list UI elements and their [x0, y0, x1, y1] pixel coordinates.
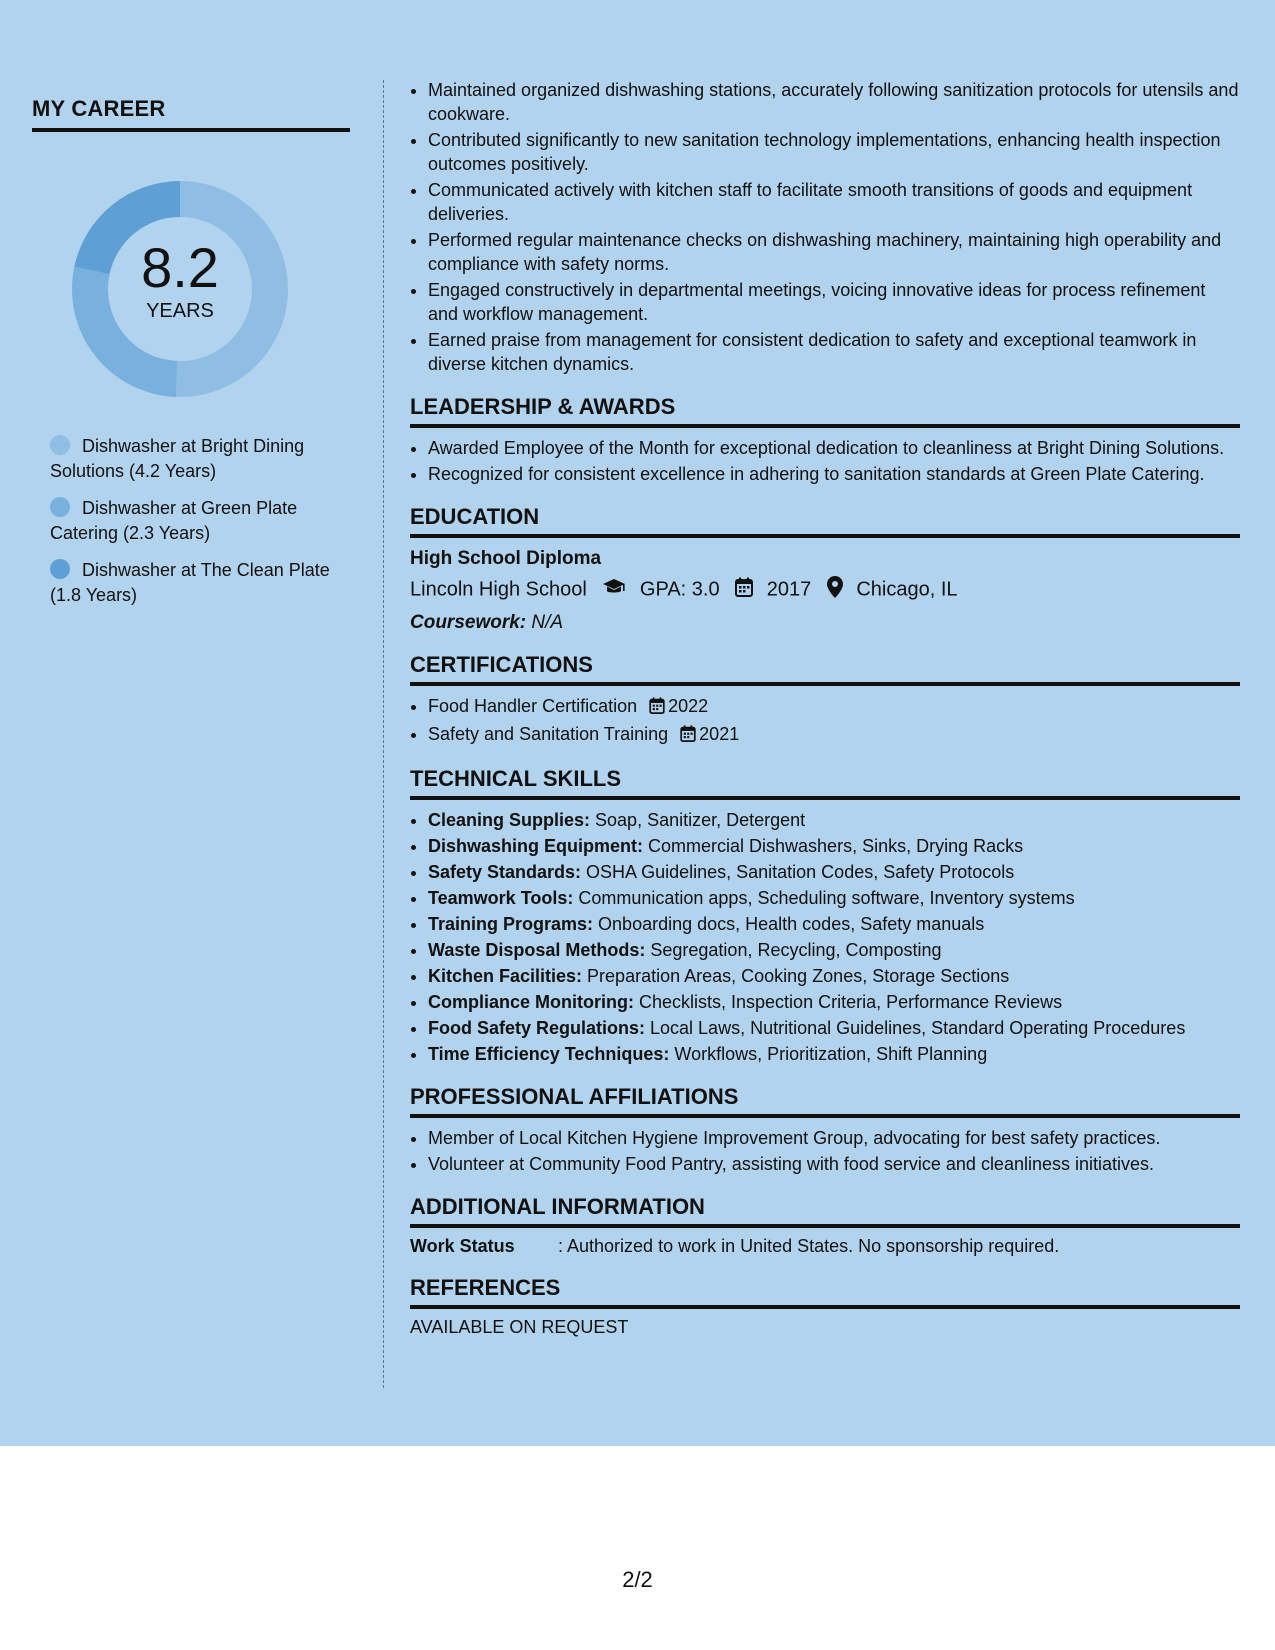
skill-item	[428, 938, 1240, 962]
edu-degree: High School Diploma	[410, 548, 602, 569]
experience-bullet: • Maintained organized dishwashing stations, accurately following sanitization protocols for utensils and cookware.	[428, 78, 1240, 126]
references-text: AVAILABLE ON REQUEST	[410, 1317, 629, 1337]
skill-key: Waste Disposal Methods:	[428, 940, 646, 960]
skill-value: OSHA Guidelines, Sanitation Codes, Safety Protocols	[581, 862, 1015, 882]
cert-name: Safety and Sanitation Training	[428, 724, 669, 744]
skill-item	[428, 808, 1240, 832]
skill-value: Commercial Dishwashers, Sinks, Drying Racks	[643, 836, 1024, 856]
legend-dot-icon	[50, 497, 70, 517]
skill-value: Local Laws, Nutritional Guidelines, Standard Operating Procedures	[645, 1018, 1186, 1038]
edu-gpa: GPA: 3.0	[639, 578, 720, 601]
skill-key: Training Programs:	[428, 914, 594, 934]
legend-label: Dishwasher at Green Plate Catering (2.3 Years)	[50, 498, 298, 543]
column-divider	[383, 80, 384, 1388]
education-title: EDUCATION	[410, 504, 1240, 538]
experience-bullets	[410, 78, 1240, 376]
certifications-list	[410, 694, 1240, 748]
legend-dot-icon	[50, 435, 70, 455]
total-years-unit: YEARS	[146, 300, 214, 322]
award-item: • Recognized for consistent excellence in adhering to sanitation standards at Green Plate Catering.	[428, 462, 1240, 486]
skill-item	[428, 886, 1240, 910]
map-pin-icon	[827, 576, 843, 604]
total-years-value: 8.2	[141, 236, 219, 299]
career-legend	[32, 434, 350, 608]
work-status-key: Work Status	[410, 1236, 515, 1256]
graduation-cap-icon	[602, 578, 626, 602]
certification-item	[428, 722, 1240, 748]
skill-key: Safety Standards:	[428, 862, 582, 882]
skill-item	[428, 990, 1240, 1014]
skill-value: Segregation, Recycling, Composting	[645, 940, 942, 960]
cert-year: 2022	[668, 696, 709, 716]
legend-label: Dishwasher at Bright Dining Solutions (4.2 Years)	[50, 436, 305, 481]
affiliation-item: • Volunteer at Community Food Pantry, assisting with food service and cleanliness initiatives.	[428, 1152, 1240, 1176]
certification-item	[428, 694, 1240, 720]
legend-label: Dishwasher at The Clean Plate (1.8 Years)	[50, 560, 330, 605]
skill-value: Communication apps, Scheduling software, Inventory systems	[573, 888, 1075, 908]
coursework-label: Coursework:	[410, 612, 527, 633]
skill-key: Compliance Monitoring:	[428, 992, 634, 1012]
skill-key: Dishwashing Equipment:	[428, 836, 644, 856]
skill-key: Food Safety Regulations:	[428, 1018, 646, 1038]
donut-center	[65, 174, 295, 404]
leadership-list	[410, 436, 1240, 486]
legend-dot-icon	[50, 559, 70, 579]
edu-coursework	[410, 612, 1240, 634]
affiliation-item: • Member of Local Kitchen Hygiene Improvement Group, advocating for best safety practices.	[428, 1126, 1240, 1150]
career-donut-chart	[65, 174, 295, 404]
references-title: REFERENCES	[410, 1275, 1240, 1309]
calendar-icon	[649, 696, 665, 720]
experience-bullet: • Engaged constructively in departmental meetings, voicing innovative ideas for process refinement and workflow management.	[428, 278, 1240, 326]
calendar-icon	[680, 724, 696, 748]
cert-year: 2021	[699, 724, 740, 744]
skill-item	[428, 860, 1240, 884]
certifications-title: CERTIFICATIONS	[410, 652, 1240, 686]
career-sidebar	[32, 96, 350, 620]
skills-title: TECHNICAL SKILLS	[410, 766, 1240, 800]
legend-item	[50, 558, 350, 608]
skill-item	[428, 1016, 1240, 1040]
skill-key: Time Efficiency Techniques:	[428, 1044, 670, 1064]
calendar-icon	[735, 577, 753, 603]
coursework-value: N/A	[531, 612, 564, 633]
edu-year: 2017	[766, 578, 812, 601]
skill-value: Preparation Areas, Cooking Zones, Storage Sections	[582, 966, 1010, 986]
skill-key: Teamwork Tools:	[428, 888, 574, 908]
experience-bullet: • Earned praise from management for consistent dedication to safety and exceptional teamwork in diverse kitchen dynamics.	[428, 328, 1240, 376]
career-title: MY CAREER	[32, 96, 350, 132]
experience-bullet: • Contributed significantly to new sanitation technology implementations, enhancing health inspection outcomes positively.	[428, 128, 1240, 176]
main-content	[410, 78, 1240, 1338]
cert-name: Food Handler Certification	[428, 696, 638, 716]
skills-list	[410, 808, 1240, 1066]
skill-value: Onboarding docs, Health codes, Safety manuals	[593, 914, 985, 934]
skill-item	[428, 1042, 1240, 1066]
affiliations-list	[410, 1126, 1240, 1176]
affiliations-title: PROFESSIONAL AFFILIATIONS	[410, 1084, 1240, 1118]
award-item: • Awarded Employee of the Month for exceptional dedication to cleanliness at Bright Dining Solutions.	[428, 436, 1240, 460]
edu-location: Chicago, IL	[856, 578, 958, 601]
work-status-row	[410, 1236, 1240, 1257]
experience-bullet: • Performed regular maintenance checks on dishwashing machinery, maintaining high operability and compliance with safety norms.	[428, 228, 1240, 276]
education-block	[410, 548, 1240, 634]
legend-item	[50, 496, 350, 546]
skill-value: Checklists, Inspection Criteria, Performance Reviews	[634, 992, 1063, 1012]
skill-item	[428, 912, 1240, 936]
work-status-value: : Authorized to work in United States. No sponsorship required.	[558, 1236, 1060, 1256]
skill-value: Workflows, Prioritization, Shift Planning	[669, 1044, 988, 1064]
page-number: 2/2	[622, 1567, 653, 1592]
leadership-title: LEADERSHIP & AWARDS	[410, 394, 1240, 428]
experience-bullet: • Communicated actively with kitchen staff to facilitate smooth transitions of goods and equipment deliveries.	[428, 178, 1240, 226]
skill-key: Kitchen Facilities:	[428, 966, 583, 986]
legend-item	[50, 434, 350, 484]
edu-school: Lincoln High School	[410, 578, 587, 601]
skill-item	[428, 964, 1240, 988]
edu-details	[410, 576, 1240, 604]
additional-title: ADDITIONAL INFORMATION	[410, 1194, 1240, 1228]
skill-key: Cleaning Supplies:	[428, 810, 591, 830]
skill-item	[428, 834, 1240, 858]
skill-value: Soap, Sanitizer, Detergent	[590, 810, 806, 830]
